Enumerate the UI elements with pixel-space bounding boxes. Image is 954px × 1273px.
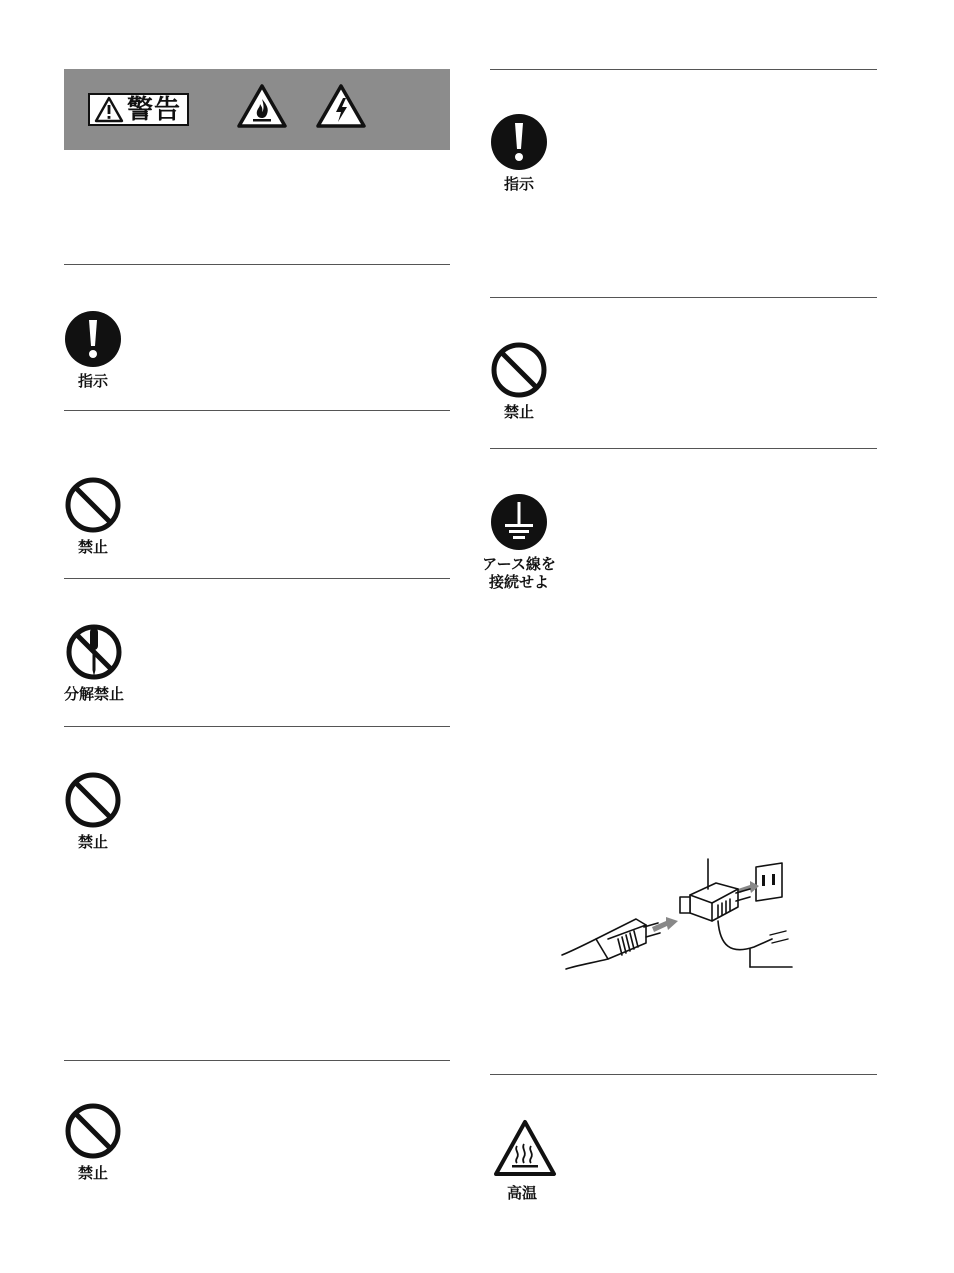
symbol-caption: 禁止 (77, 1164, 108, 1182)
divider (64, 578, 450, 579)
warning-banner (64, 69, 450, 150)
prohibition-icon (64, 771, 122, 829)
symbol-caption: 指示 (503, 175, 534, 193)
hot-surface-icon (492, 1118, 558, 1180)
symbol-caption: 高温 (506, 1184, 537, 1202)
symbol-prohibition (63, 476, 123, 556)
plug-adapter-grounding-illustration (560, 855, 800, 975)
symbol-ground (474, 493, 564, 591)
divider (490, 297, 877, 298)
prohibition-icon (64, 476, 122, 534)
divider (64, 264, 450, 265)
no-disassembly-icon (65, 623, 123, 681)
ground-icon (490, 493, 548, 551)
symbol-mandatory (489, 113, 549, 193)
divider (490, 448, 877, 449)
symbol-caption: 禁止 (77, 538, 108, 556)
fire-hazard-icon (236, 83, 288, 129)
symbol-caption: 禁止 (503, 403, 534, 421)
symbol-caption: 分解禁止 (63, 685, 124, 703)
prohibition-icon (490, 341, 548, 399)
warning-label: 警告 (127, 94, 182, 125)
symbol-no-disassembly (49, 623, 139, 703)
exclamation-mandatory-icon (64, 310, 122, 368)
electric-shock-icon (315, 83, 367, 129)
prohibition-icon (64, 1102, 122, 1160)
divider (64, 1060, 450, 1061)
symbol-prohibition (63, 1102, 123, 1182)
symbol-mandatory (63, 310, 123, 390)
exclamation-mandatory-icon (490, 113, 548, 171)
symbol-caption-line2: 接続せよ (488, 573, 549, 591)
symbol-caption: 禁止 (77, 833, 108, 851)
symbol-hot-surface (492, 1118, 552, 1202)
warning-label-box (88, 93, 189, 126)
symbol-caption-line1: アース線を (482, 555, 556, 573)
divider (490, 69, 877, 70)
divider (64, 410, 450, 411)
divider (490, 1074, 877, 1075)
symbol-caption: 指示 (77, 372, 108, 390)
symbol-prohibition (489, 341, 549, 421)
warning-triangle-icon (94, 96, 124, 123)
divider (64, 726, 450, 727)
symbol-prohibition (63, 771, 123, 851)
